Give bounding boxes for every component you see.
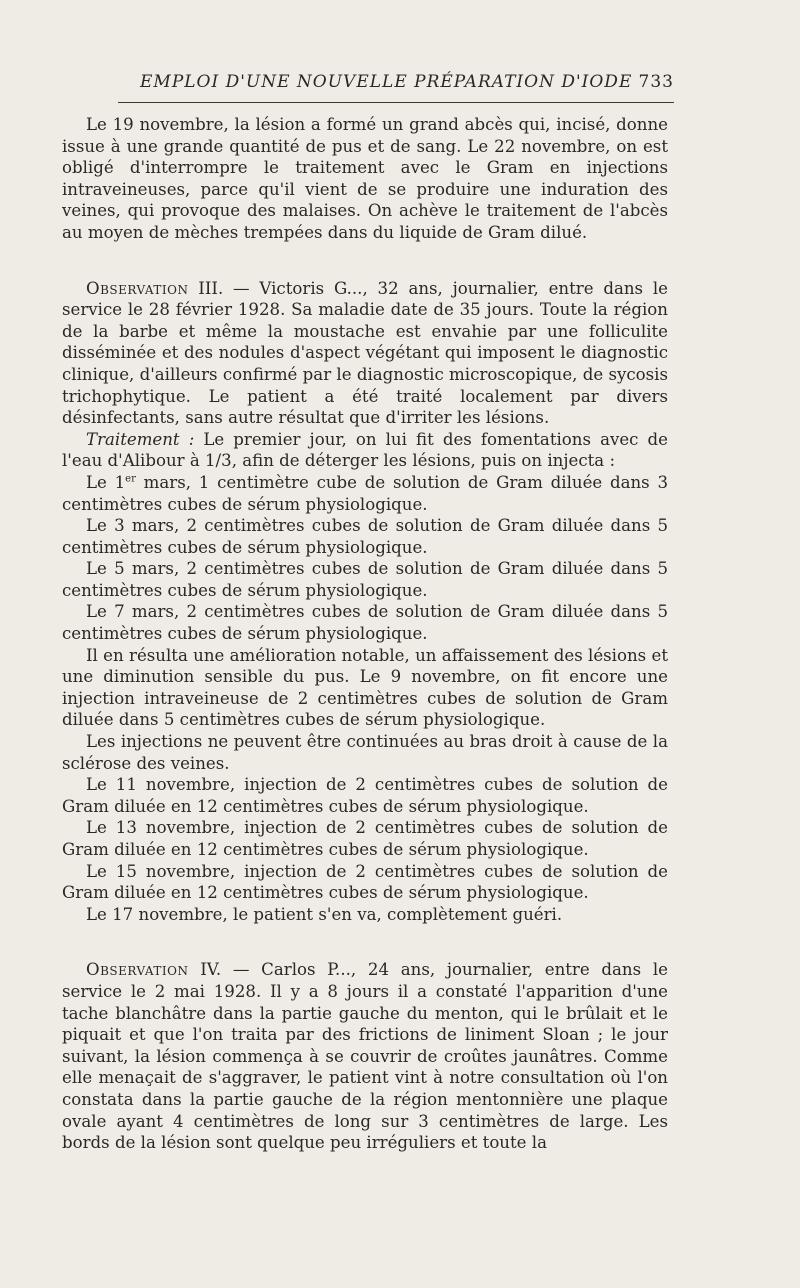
running-title: EMPLOI D'UNE NOUVELLE PRÉPARATION D'IODE <box>140 72 633 92</box>
paragraph-observation-iv: Observation IV. — Carlos P..., 24 ans, journalier, entre dans le service le 2 mai 1928. Il y a 8 jours il a constaté l'apparition d'une tache blanchâtre dans la partie gauche du menton, qui le brûlait et le piquait et que l'on traita par des frictions de liniment Sloan ; le jour suivant, la lésion commença à se couvrir de croûtes jaunâtres. Comme elle menaçait de s'aggraver, le patient vint à notre consultation où l'on constata dans la partie gauche de la région mentonnière une plaque ovale ayant 4 centimètres de long sur 3 centimètres de large. Les bords de la lésion sont quelque peu irréguliers et toute la <box>62 960 668 1153</box>
header-rule <box>118 102 674 103</box>
paragraph: Le 15 novembre, injection de 2 centimètres cubes de solution de Gram diluée en 12 centimètres cubes de sérum physiologique. <box>62 861 668 903</box>
paragraph: Le 1er mars, 1 centimètre cube de solution de Gram diluée dans 3 centimètres cubes de sérum physiologique. <box>62 472 669 514</box>
paragraph: Le 3 mars, 2 centimètres cubes de solution de Gram diluée dans 5 centimètres cubes de sérum physiologique. <box>62 516 668 557</box>
paragraph: Le 17 novembre, le patient s'en va, complètement guéri. <box>86 904 563 924</box>
paragraph: Le 13 novembre, injection de 2 centimètres cubes de solution de Gram diluée en 12 centimètres cubes de sérum physiologique. <box>62 818 668 859</box>
paragraph: Le 5 mars, 2 centimètres cubes de solution de Gram diluée dans 5 centimètres cubes de sérum physiologique. <box>62 559 668 600</box>
paragraph: Les injections ne peuvent être continuées au bras droit à cause de la sclérose des veines. <box>62 732 668 773</box>
paragraph: Le 19 novembre, la lésion a formé un grand abcès qui, incisé, donne issue à une grande quantité de pus et de sang. Le 22 novembre, on est obligé d'interrompre le traitement avec le Gram en injections intraveineuses, parce qu'il vient de se produire une induration des veines, qui provoque des malaises. On achève le traitement de l'abcès au moyen de mèches trempées dans du liquide de Gram dilué. <box>62 115 668 242</box>
paragraph: Traitement : Le premier jour, on lui fit des fomentations avec de l'eau d'Alibour à 1/3, afin de déterger les lésions, puis on injecta : <box>62 429 668 471</box>
paragraph: Le 7 mars, 2 centimètres cubes de solution de Gram diluée dans 5 centimètres cubes de sérum physiologique. <box>62 602 668 644</box>
page-number: 733 <box>638 72 674 92</box>
paragraph: Le 11 novembre, injection de 2 centimètres cubes de solution de Gram diluée en 12 centimètres cubes de sérum physiologique. <box>62 775 668 816</box>
paragraph: Il en résulta une amélioration notable, un affaissement des lésions et une diminution sensible du pus. Le 9 novembre, on fit encore une injection intraveineuse de 2 centimètres cubes de solution de Gram diluée dans 5 centimètres cubes de sérum physiologique. <box>62 645 668 730</box>
observation-label: Observation <box>86 278 189 298</box>
paragraph-observation-iii: Observation III. — Victoris G..., 32 ans, journalier, entre dans le service le 28 février 1928. Sa maladie date de 35 jours. Toute la région de la barbe et même la moustache est envahie par une folliculite disséminée et des nodules d'aspect végétant qui imposent le diagnostic clinique, d'ailleurs confirmé par le diagnostic microscopique, de sycosis trichophytique. Le patient a été traité localement par divers désinfectants, sans autre résultat que d'irriter les lésions. <box>62 278 668 428</box>
treatment-label: Traitement : <box>86 429 195 449</box>
running-header <box>118 66 674 96</box>
observation-label: Observation <box>86 960 189 980</box>
body-text <box>62 114 668 1154</box>
